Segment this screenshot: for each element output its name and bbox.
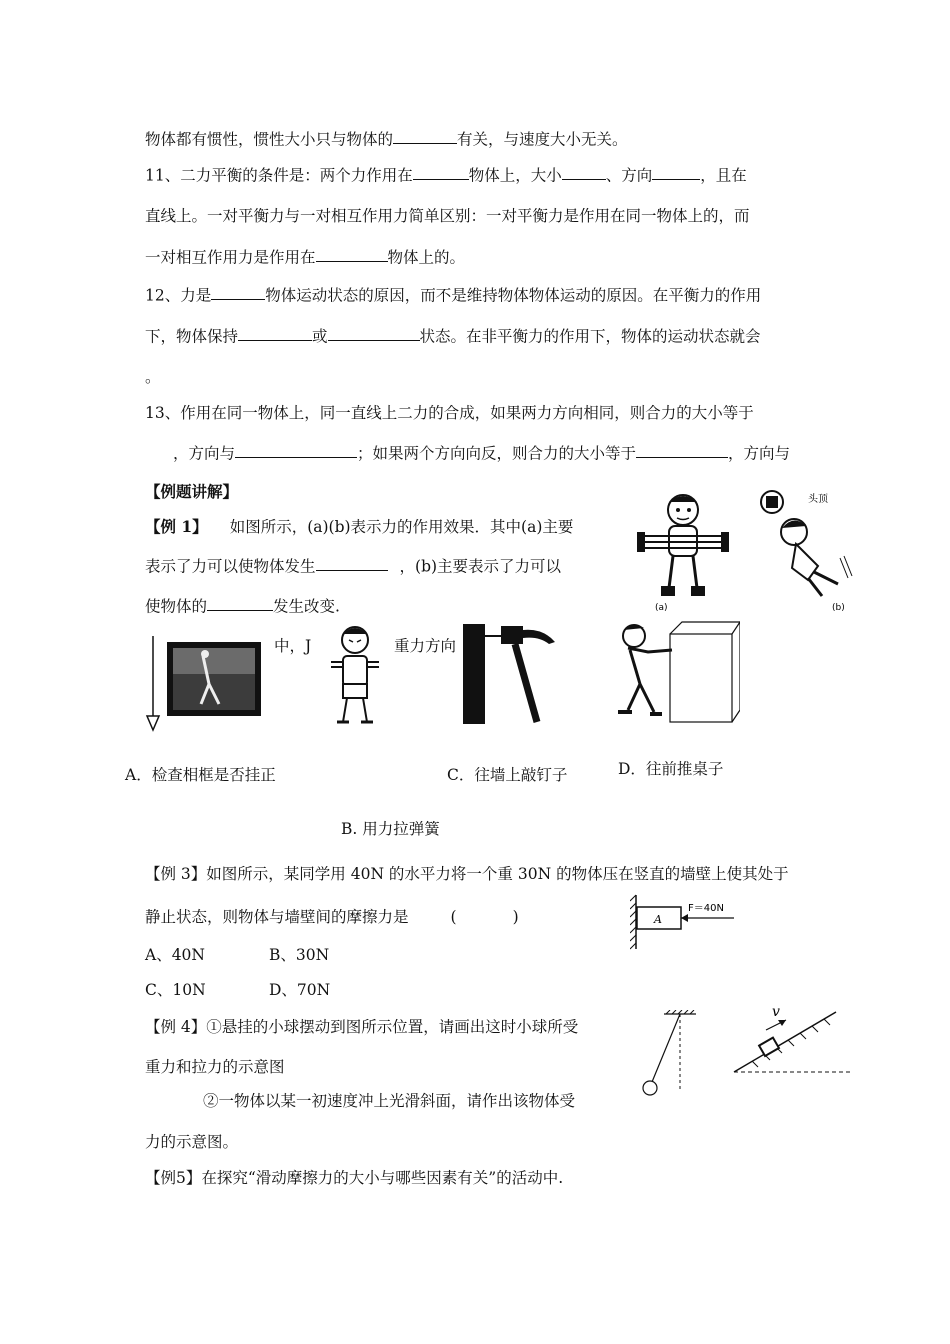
pushing-table-figure bbox=[600, 614, 740, 726]
blank[interactable] bbox=[211, 283, 265, 300]
ex3-line1: 【例 3】如图所示，某同学用 40N 的水平力将一个重 30N 的物体压在竖直的墙壁上使其处于 bbox=[145, 865, 789, 883]
ex1-line1: 【例 1】 如图所示，(a)(b)表示力的作用效果．其中(a)主要 bbox=[145, 517, 574, 536]
ex1-line3: 使物体的 发生改变. bbox=[145, 594, 340, 616]
blank[interactable] bbox=[393, 127, 457, 144]
ex2-option-d: D．往前推桌子 bbox=[618, 760, 724, 778]
incline-block-diagram bbox=[732, 1000, 852, 1078]
ex5-line1: 【例5】在探究“滑动摩擦力的大小与哪些因素有关”的活动中. bbox=[145, 1169, 564, 1187]
fig-b-label: (b) bbox=[832, 603, 845, 612]
ex2-fragment1: 中，J bbox=[274, 637, 312, 655]
blank[interactable] bbox=[636, 441, 728, 458]
wall-block-force-diagram bbox=[630, 893, 746, 951]
blank[interactable] bbox=[316, 554, 388, 571]
blank[interactable] bbox=[562, 163, 606, 180]
blank[interactable] bbox=[328, 324, 420, 341]
q10-tail: 物体都有惯性，惯性大小只与物体的 有关，与速度大小无关。 bbox=[145, 127, 628, 149]
blank[interactable] bbox=[652, 163, 700, 180]
ex3-option-a: A、40N bbox=[145, 946, 205, 964]
ex4-line4: 力的示意图。 bbox=[145, 1133, 239, 1151]
ex3-line2: 静止状态，则物体与墙壁间的摩擦力是 ( ) bbox=[145, 908, 519, 926]
ex3-option-d: D、70N bbox=[269, 981, 331, 999]
ex1-line2: 表示了力可以使物体发生 ，(b)主要表示了力可以 bbox=[145, 554, 561, 576]
ex3-option-c: C、10N bbox=[145, 981, 206, 999]
q12-line1: 12、力是 物体运动状态的原因，而不是维持物体物体运动的原因。在平衡力的作用 bbox=[145, 283, 761, 305]
figure-a-stretching-man bbox=[633, 488, 733, 612]
q13-line2: ，方向与 ；如果两个方向向反，则合力的大小等于 ，方向与 bbox=[145, 441, 790, 463]
q11-line1: 11、二力平衡的条件是：两个力作用在 物体上，大小 、方向 ，且在 bbox=[145, 163, 747, 185]
section-title: 【例题讲解】 bbox=[145, 482, 239, 501]
blank[interactable] bbox=[316, 245, 388, 262]
q12-line3: 。 bbox=[145, 368, 161, 386]
velocity-label: v bbox=[772, 1004, 780, 1020]
fig-a-label: (a) bbox=[655, 603, 668, 612]
block-label: A bbox=[654, 913, 662, 926]
ex3-options-row2 bbox=[145, 978, 330, 1000]
blank[interactable] bbox=[207, 594, 273, 611]
q12-line2: 下，物体保持 或 状态。在非平衡力的作用下，物体的运动状态就会 bbox=[145, 324, 761, 346]
ex4-line1: 【例 4】①悬挂的小球摆动到图所示位置，请画出这时小球所受 bbox=[145, 1018, 579, 1036]
ex2-fragment2: 重力方向 bbox=[394, 637, 457, 655]
picture-frame-plumb-line bbox=[143, 634, 265, 734]
head-label: 头顶 bbox=[808, 494, 828, 505]
ex2-option-c: C．往墙上敲钉子 bbox=[447, 766, 568, 784]
pendulum-diagram bbox=[636, 1010, 716, 1100]
force-label: F＝40N bbox=[688, 903, 724, 914]
ex4-line2: 重力和拉力的示意图 bbox=[145, 1058, 285, 1076]
hammer-nail-wall bbox=[463, 624, 563, 724]
q11-line2: 直线上。一对平衡力与一对相互作用力简单区别：一对平衡力是作用在同一物体上的，而 bbox=[145, 207, 750, 225]
ex2-option-a: A．检查相框是否挂正 bbox=[125, 766, 276, 784]
q11-line3: 一对相互作用力是作用在 物体上的。 bbox=[145, 245, 465, 267]
ex3-option-b: B、30N bbox=[269, 946, 330, 964]
ex3-options-row1 bbox=[145, 943, 329, 965]
blank[interactable] bbox=[413, 163, 469, 180]
ex4-line3: ②一物体以某一初速度冲上光滑斜面，请作出该物体受 bbox=[203, 1092, 576, 1110]
spring-stretch-figure bbox=[323, 622, 387, 730]
q13-line1: 13、作用在同一物体上，同一直线上二力的合成，如果两力方向相同，则合力的大小等于 bbox=[145, 404, 754, 422]
blank[interactable] bbox=[238, 324, 312, 341]
figure-b-heading-ball bbox=[752, 488, 862, 612]
ex2-option-b: B. 用力拉弹簧 bbox=[341, 820, 440, 838]
blank[interactable] bbox=[235, 441, 357, 458]
